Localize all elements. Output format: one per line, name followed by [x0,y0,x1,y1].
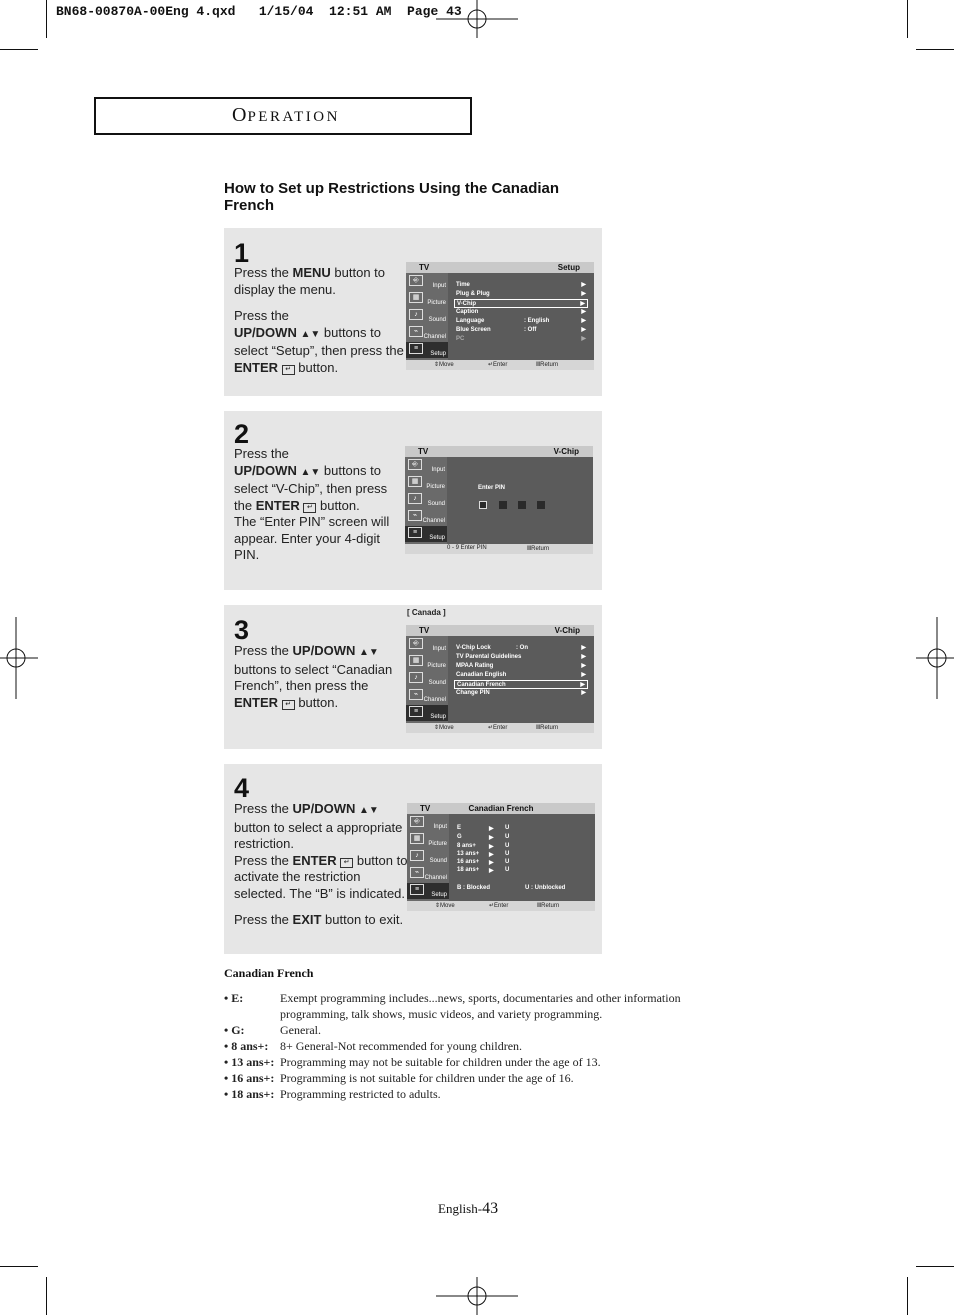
osd-side-picture: ▦ Picture [406,291,448,307]
step-3-panel [224,605,602,749]
osd-menu-row: V-Chip Lock : On ▶ [456,645,586,651]
step-2-panel [224,411,602,590]
step-1-text: Press the MENU button to display the menu. Press the UP/DOWN ▲▼ buttons to select “Setup”, then press the ENTER ↵ button. [234,265,404,375]
crop-mark [0,1266,38,1267]
picture-icon: ▦ [410,833,424,844]
osd-side-picture: ▦ Picture [405,475,447,491]
osd-side-sound: ♪ Sound [405,492,447,508]
setup-icon: ≡ [409,343,423,354]
up-down-arrow-icon: ▲▼ [300,466,321,478]
step-number: 1 [234,238,250,268]
pin-digit-box [518,501,526,509]
osd-side-sound: ♪ Sound [406,308,448,324]
channel-icon: ⌁ [409,689,423,700]
step-number: 4 [234,773,250,803]
rating-row: 13 ans+ ▶ U [457,851,510,858]
step-number: 3 [234,615,250,645]
channel-icon: ⌁ [409,326,423,337]
page-heading: How to Set up Restrictions Using the Canadian French [224,180,560,214]
crop-mark [916,49,954,50]
step-3-text: Press the UP/DOWN ▲▼ buttons to select “Canadian French”, then press the ENTER ↵ button. [234,643,393,710]
pin-digit-box [499,501,507,509]
osd-side-sound: ♪ Sound [407,849,449,865]
step-4-text: Press the UP/DOWN ▲▼ button to select a appropriate restriction. Press the ENTER ↵ button to activate the restriction selected. The “B” is indicated. Press the EXIT button to exit. [234,801,408,927]
osd-enter-pin-screen: TV V-Chip ⎆ Input ▦ Picture ♪ Sound ⌁ Channel ≡ Setup Enter PIN 0 - 9 Enter PIN Ⅲ Return [405,446,593,554]
channel-icon: ⌁ [410,867,424,878]
osd-side-setup: ≡ Setup [406,342,448,358]
legend-title: Canadian French [224,966,314,980]
osd-canadian-french-ratings: TV Canadian French ⎆ Input ▦ Picture ♪ Sound ⌁ Channel ≡ Setup E ▶ U G ▶ U 8 ans+ ▶ U 13 ans+ ▶ U 16 ans+ ▶ U 18 ans+ ▶ U B : Blocked U : Unblocked ⇕ Move ↵ Enter Ⅲ Return [407,803,595,911]
sound-icon: ♪ [409,309,423,320]
enter-icon: ↵ [303,503,316,513]
osd-side-channel: ⌁ Channel [406,325,448,341]
rating-row: 16 ans+ ▶ U [457,859,510,866]
setup-icon: ≡ [408,527,422,538]
registration-mark-right [916,617,954,699]
osd-side-channel: ⌁ Channel [407,866,449,882]
rating-row: G ▶ U [457,834,510,841]
enter-icon: ↵ [340,858,353,868]
osd-caption: [ Canada ] [407,608,446,617]
rating-key-row: B : Blocked U : Unblocked [457,885,566,891]
picture-icon: ▦ [408,476,422,487]
crop-mark [907,0,908,38]
osd-menu-row: Blue Screen : Off ▶ [456,327,586,333]
registration-mark-left [0,617,38,699]
osd-side-setup: ≡ Setup [407,883,449,899]
sound-icon: ♪ [408,493,422,504]
crop-mark [0,49,38,50]
osd-side-channel: ⌁ Channel [405,509,447,525]
osd-menu-row: Change PIN ▶ [456,690,586,696]
enter-icon: ↵ [282,365,295,375]
osd-menu-row: Canadian English ▶ [456,672,586,678]
osd-menu-row: Caption ▶ [456,309,586,315]
step-1-panel [224,228,602,396]
crop-mark [46,1277,47,1315]
step-2-text: Press the UP/DOWN ▲▼ buttons to select “V-Chip”, then press the ENTER ↵ button. The “Enter PIN” screen will appear. Enter your 4-digit PIN. [234,446,390,562]
registration-mark-bottom [436,1277,518,1315]
step-number: 2 [234,419,250,449]
step-4-panel [224,764,602,954]
osd-side-input: ⎆ Input [407,815,449,831]
crop-mark [907,1277,908,1315]
osd-menu-row: Time ▶ [456,282,586,288]
osd-setup-menu: TV Setup ⎆ Input ▦ Picture ♪ Sound ⌁ Channel ≡ Setup Time ▶ Plug & Plug ▶ V-Chip ▶ Caption ▶ Language : English ▶ Blue Screen : Off ▶ PC ▶ ⇕ Move ↵ Enter Ⅲ Return [406,262,594,370]
osd-side-channel: ⌁ Channel [406,688,448,704]
osd-side-picture: ▦ Picture [406,654,448,670]
rating-row: 8 ans+ ▶ U [457,843,510,850]
crop-mark [46,0,47,38]
osd-menu-row: PC ▶ [456,336,586,342]
osd-menu-row-selected: Canadian French ▶ [454,680,588,689]
picture-icon: ▦ [409,292,423,303]
osd-menu-row: Plug & Plug ▶ [456,291,586,297]
setup-icon: ≡ [410,884,424,895]
section-title: OPERATION [232,104,340,126]
osd-side-input: ⎆ Input [405,458,447,474]
pin-digit-box [537,501,545,509]
pin-prompt: Enter PIN [478,485,506,491]
rating-row: 18 ans+ ▶ U [457,867,510,874]
pin-digit-box [479,501,487,509]
page-footer: English-43 [438,1200,499,1217]
enter-icon: ↵ [282,700,295,710]
up-down-arrow-icon: ▲▼ [300,328,321,340]
rating-row: E ▶ U [457,825,510,832]
osd-side-setup: ≡ Setup [405,526,447,542]
input-icon: ⎆ [409,275,423,286]
osd-side-sound: ♪ Sound [406,671,448,687]
sound-icon: ♪ [409,672,423,683]
channel-icon: ⌁ [408,510,422,521]
up-down-arrow-icon: ▲▼ [359,805,379,816]
osd-vchip-menu: TV V-Chip ⎆ Input ▦ Picture ♪ Sound ⌁ Channel ≡ Setup V-Chip Lock : On ▶ TV Parental Guidelines ▶ MPAA Rating ▶ Canadian English ▶ Canadian French ▶ Change PIN ▶ ⇕ Move ↵ Enter Ⅲ Return [406,625,594,733]
setup-icon: ≡ [409,706,423,717]
osd-menu-row: TV Parental Guidelines ▶ [456,654,586,660]
input-icon: ⎆ [409,638,423,649]
osd-side-input: ⎆ Input [406,274,448,290]
osd-menu-row: Language : English ▶ [456,318,586,324]
print-slug: BN68-00870A-00Eng 4.qxd 1/15/04 12:51 AM Page 43 [56,4,462,19]
sound-icon: ♪ [410,850,424,861]
osd-menu-row-selected: V-Chip ▶ [454,299,588,308]
up-down-arrow-icon: ▲▼ [359,647,379,658]
osd-menu-row: MPAA Rating ▶ [456,663,586,669]
input-icon: ⎆ [410,816,424,827]
input-icon: ⎆ [408,459,422,470]
osd-side-picture: ▦ Picture [407,832,449,848]
picture-icon: ▦ [409,655,423,666]
crop-mark [916,1266,954,1267]
osd-side-setup: ≡ Setup [406,705,448,721]
osd-side-input: ⎆ Input [406,637,448,653]
